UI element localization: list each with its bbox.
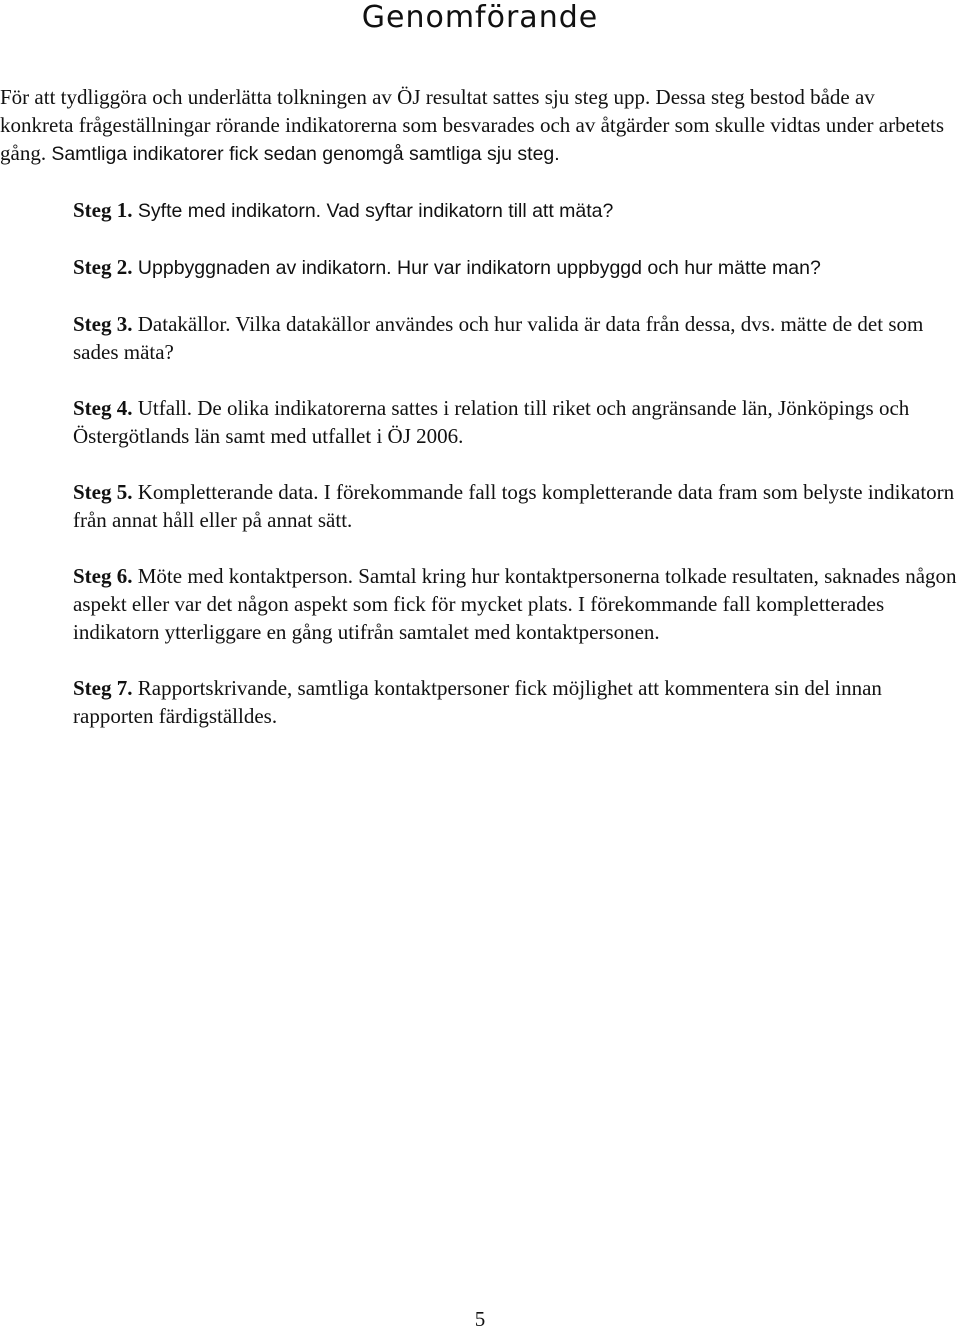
page-title: Genomförande bbox=[361, 0, 599, 35]
intro-text-continued: Samtliga indikatorer fick sedan genomgå samtliga sju steg. bbox=[51, 143, 560, 165]
step-label: Steg 7. bbox=[73, 676, 133, 700]
step-text: Rapportskrivande, samtliga kontaktpersoner fick möjlighet att kommentera sin del innan rapporten färdigställdes. bbox=[73, 676, 882, 728]
step-label: Steg 2. bbox=[73, 255, 133, 279]
step-text: Kompletterande data. I förekommande fall togs kompletterande data fram som belyste indikatorn från annat håll eller på annat sätt. bbox=[73, 480, 955, 532]
step-label: Steg 1. bbox=[73, 198, 133, 222]
step-text: Datakällor. Vilka datakällor användes och hur valida är data från dessa, dvs. mätte de det som sades mäta? bbox=[73, 312, 924, 364]
step-5 bbox=[73, 478, 960, 534]
step-4 bbox=[73, 394, 960, 450]
step-text: Utfall. De olika indikatorerna sattes i relation till riket och angränsande län, Jönköpings och Östergötlands län samt med utfallet i ÖJ 2006. bbox=[73, 396, 910, 448]
intro-text: För att tydliggöra och underlätta tolkningen av ÖJ resultat sattes sju steg upp. Dessa steg bestod både av konkreta frågeställningar rörande indikatorerna som besvarades och av åtgärder som skulle vidtas under arbetets gång. bbox=[0, 85, 945, 165]
steps-list bbox=[73, 196, 960, 758]
step-label: Steg 4. bbox=[73, 396, 133, 420]
page-number: 5 bbox=[474, 1307, 486, 1331]
step-label: Steg 5. bbox=[73, 480, 133, 504]
step-label: Steg 6. bbox=[73, 564, 133, 588]
step-6 bbox=[73, 562, 960, 646]
step-1 bbox=[73, 196, 960, 225]
step-text: Syfte med indikatorn. Vad syftar indikatorn till att mäta? bbox=[137, 200, 614, 222]
intro-paragraph bbox=[0, 83, 945, 168]
step-label: Steg 3. bbox=[73, 312, 133, 336]
step-7 bbox=[73, 674, 960, 730]
step-text: Uppbyggnaden av indikatorn. Hur var indikatorn uppbyggd och hur mätte man? bbox=[137, 257, 821, 279]
step-text: Möte med kontaktperson. Samtal kring hur kontaktpersonerna tolkade resultaten, saknades någon aspekt eller var det någon aspekt som fick för mycket plats. I förekommande fall kompletterades indikatorn ytterliggare en gång utifrån samtalet med kontaktpersonen. bbox=[73, 564, 957, 644]
step-2 bbox=[73, 253, 960, 282]
step-3 bbox=[73, 310, 960, 366]
